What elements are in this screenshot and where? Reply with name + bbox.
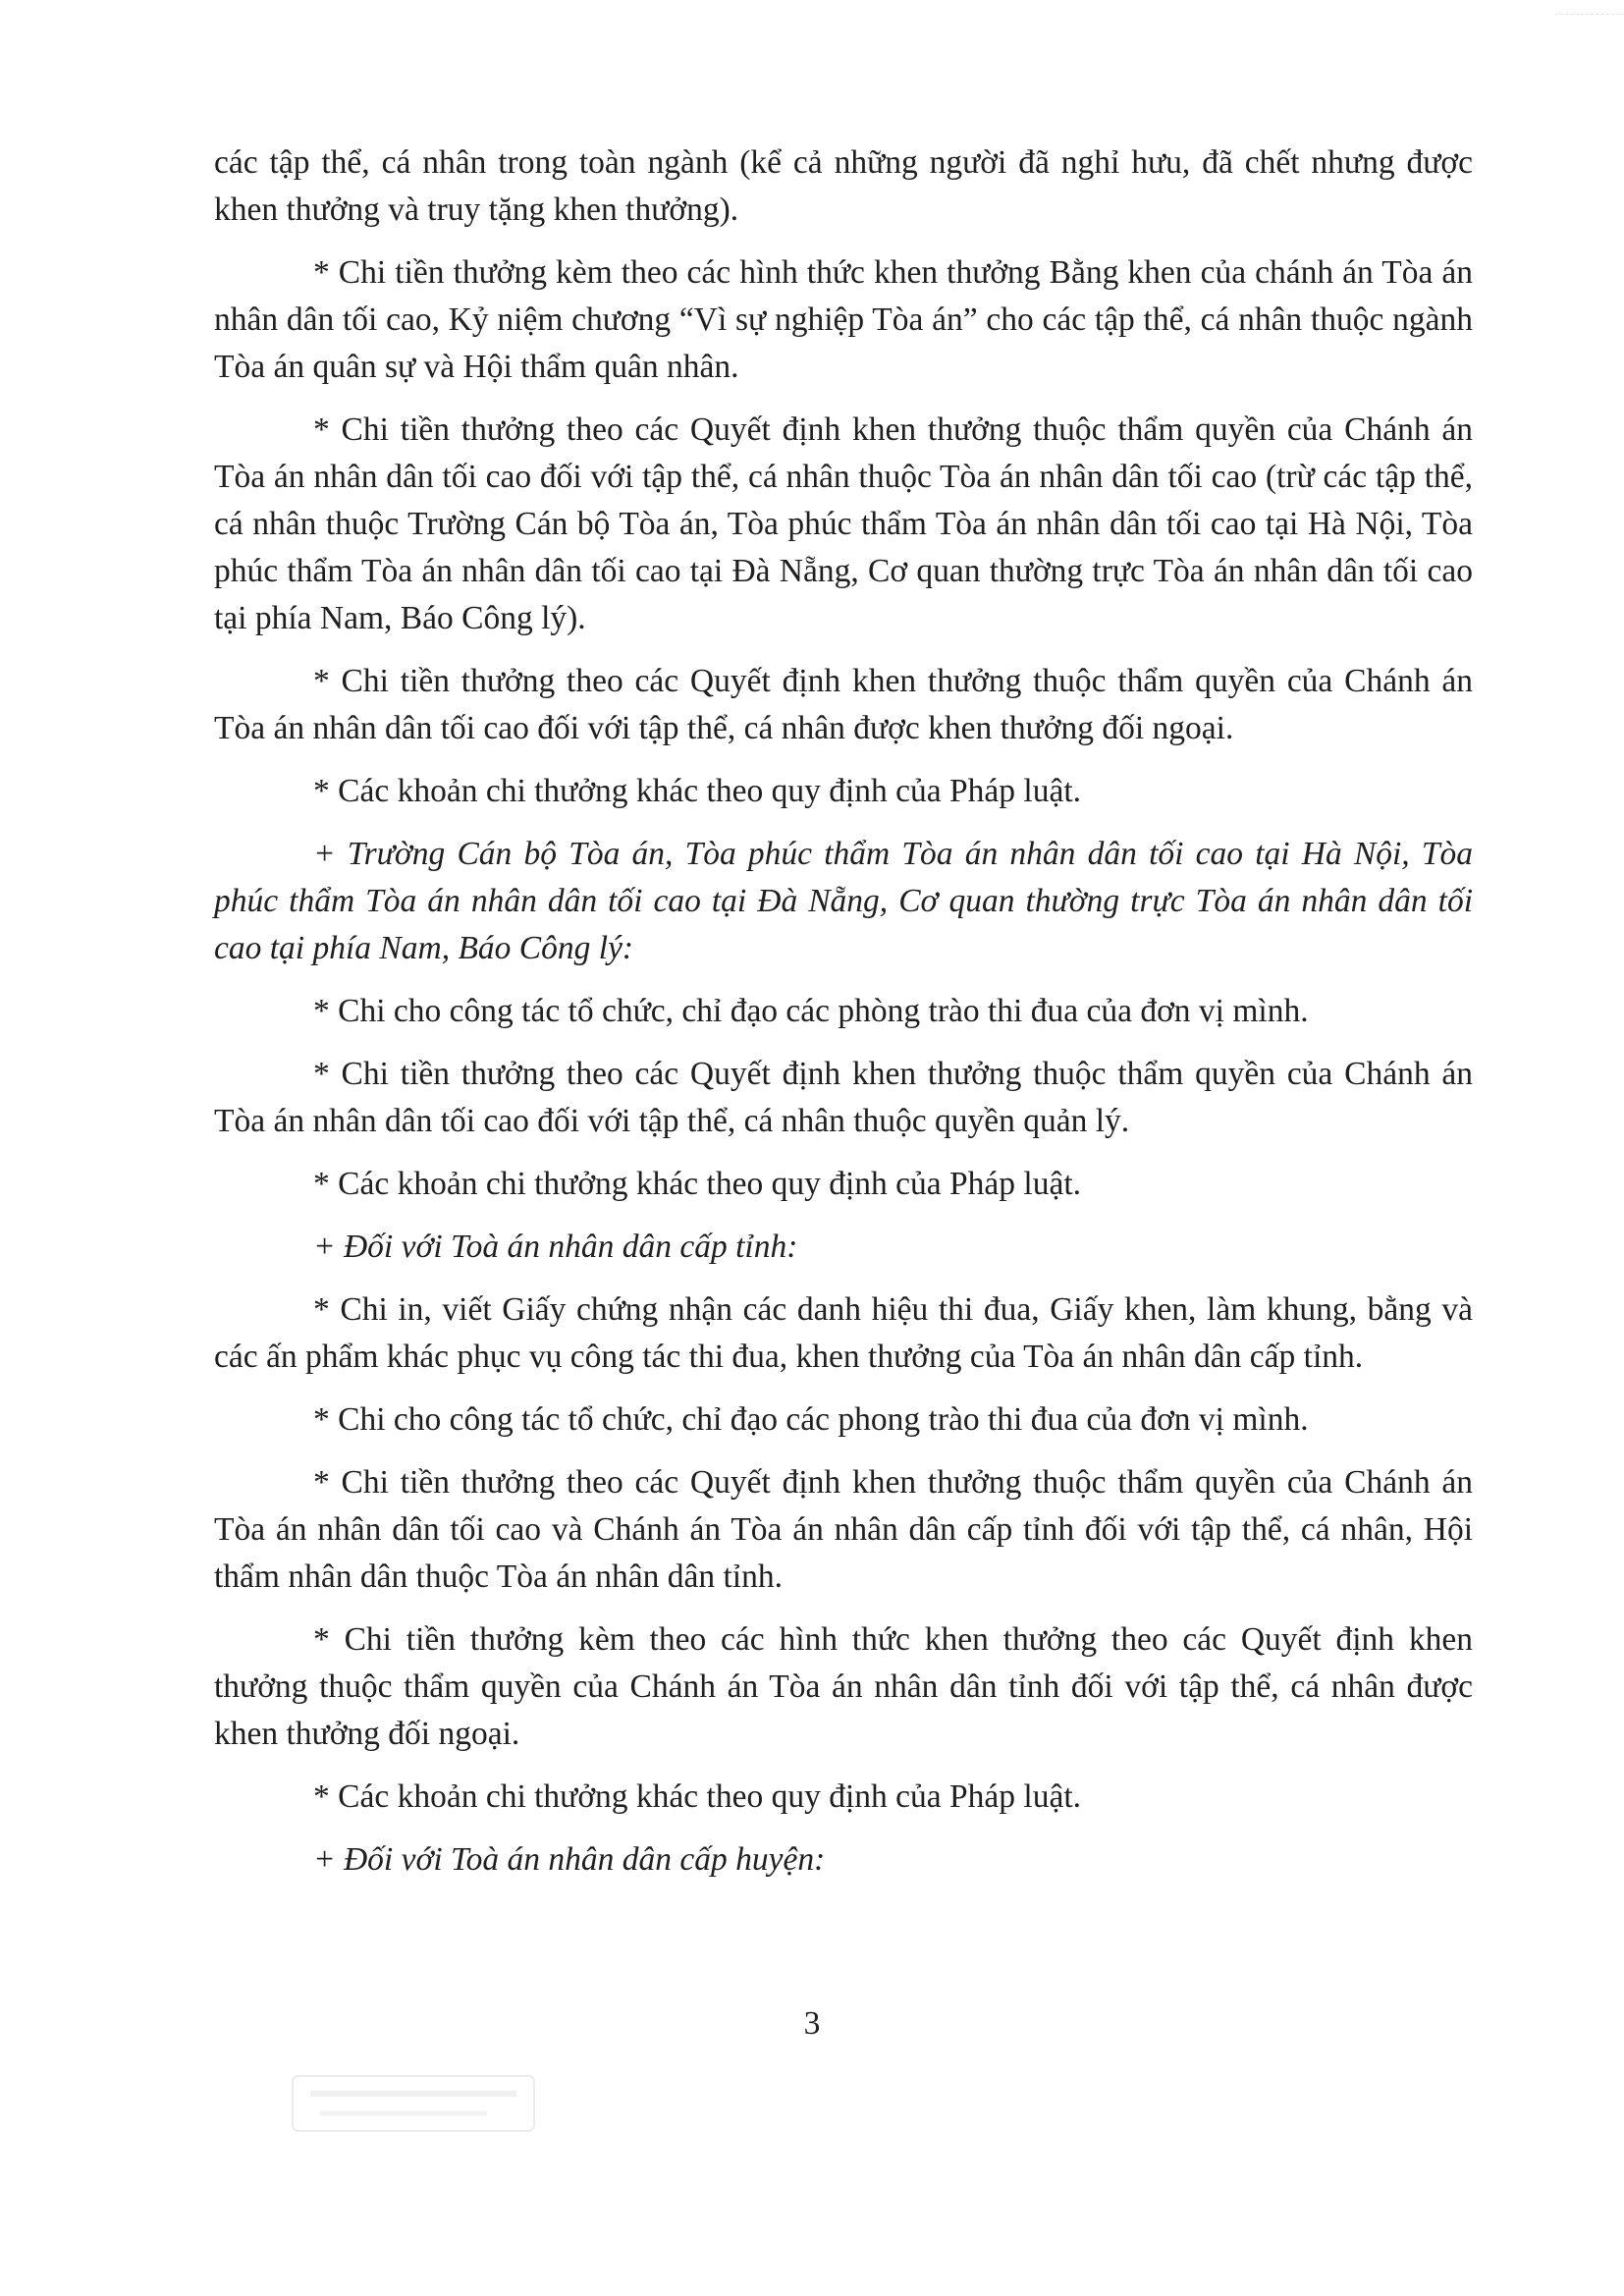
paragraph: * Chi tiền thưởng theo các Quyết định khen thưởng thuộc thẩm quyền của Chánh án Tòa án nhân dân tối cao đối với tập thể, cá nhân thuộc Tòa án nhân dân tối cao (trừ các tập thể, cá nhân thuộc Trường Cán bộ Tòa án, Tòa phúc thẩm Tòa án nhân dân tối cao tại Hà Nội, Tòa phúc thẩm Tòa án nhân dân tối cao tại Đà Nẵng, Cơ quan thường trực Tòa án nhân dân tối cao tại phía Nam, Báo Công lý). <box>214 411 1473 636</box>
section-heading: + Đối với Toà án nhân dân cấp tỉnh: <box>313 1229 798 1265</box>
paragraph: * Chi tiền thưởng theo các Quyết định khen thưởng thuộc thẩm quyền của Chánh án Tòa án nhân dân tối cao đối với tập thể, cá nhân thuộc quyền quản lý. <box>214 1056 1473 1139</box>
section-heading: + Đối với Toà án nhân dân cấp huyện: <box>313 1841 826 1878</box>
paragraph: * Chi cho công tác tổ chức, chỉ đạo các phong trào thi đua của đơn vị mình. <box>313 1401 1309 1438</box>
section-heading: + Trường Cán bộ Tòa án, Tòa phúc thẩm Tòa án nhân dân tối cao tại Hà Nội, Tòa phúc thẩm Tòa án nhân dân tối cao tại Đà Nẵng, Cơ quan thường trực Tòa án nhân dân tối cao tại phía Nam, Báo Công lý: <box>214 836 1473 966</box>
paragraph: * Chi tiền thưởng theo các Quyết định khen thưởng thuộc thẩm quyền của Chánh án Tòa án nhân dân tối cao đối với tập thể, cá nhân được khen thưởng đối ngoại. <box>214 663 1473 746</box>
document-body <box>214 139 1473 1899</box>
scan-edge-mark <box>1555 0 1624 15</box>
paragraph: * Chi tiền thưởng kèm theo các hình thức khen thưởng theo các Quyết định khen thưởng thuộc thẩm quyền của Chánh án Tòa án nhân dân tỉnh đối với tập thể, cá nhân được khen thưởng đối ngoại. <box>214 1621 1473 1752</box>
paragraph: * Các khoản chi thưởng khác theo quy định của Pháp luật. <box>313 773 1081 809</box>
paragraph: * Chi cho công tác tổ chức, chỉ đạo các phòng trào thi đua của đơn vị mình. <box>313 993 1309 1029</box>
paragraph: * Chi tiền thưởng theo các Quyết định khen thưởng thuộc thẩm quyền của Chánh án Tòa án nhân dân tối cao và Chánh án Tòa án nhân dân cấp tỉnh đối với tập thể, cá nhân, Hội thẩm nhân dân thuộc Tòa án nhân dân tỉnh. <box>214 1464 1473 1595</box>
paragraph: * Chi in, viết Giấy chứng nhận các danh hiệu thi đua, Giấy khen, làm khung, bằng và các ấn phẩm khác phục vụ công tác thi đua, khen thưởng của Tòa án nhân dân cấp tỉnh. <box>214 1291 1473 1375</box>
paragraph: * Các khoản chi thưởng khác theo quy định của Pháp luật. <box>313 1778 1081 1815</box>
paragraph: * Các khoản chi thưởng khác theo quy định của Pháp luật. <box>313 1166 1081 1202</box>
page-number: 3 <box>803 2005 821 2042</box>
faded-stamp-mark <box>291 2072 536 2135</box>
paragraph: các tập thể, cá nhân trong toàn ngành (kể cả những người đã nghỉ hưu, đã chết nhưng được khen thưởng và truy tặng khen thưởng). <box>214 144 1473 228</box>
paragraph: * Chi tiền thưởng kèm theo các hình thức khen thưởng Bằng khen của chánh án Tòa án nhân dân tối cao, Kỷ niệm chương “Vì sự nghiệp Tòa án” cho các tập thể, cá nhân thuộc ngành Tòa án quân sự và Hội thẩm quân nhân. <box>214 254 1473 385</box>
